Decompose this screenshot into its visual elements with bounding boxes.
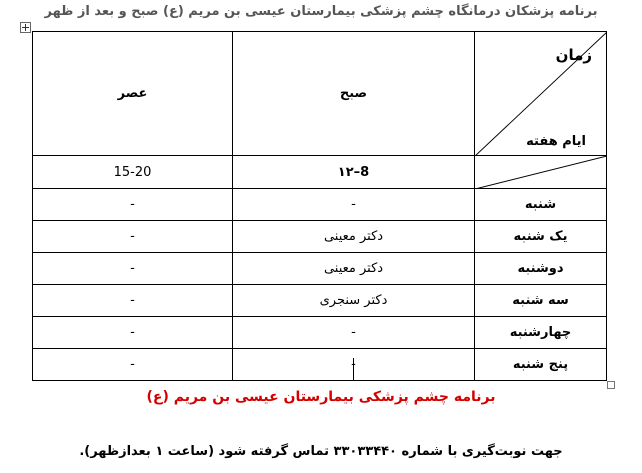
afternoon-cell: - — [33, 285, 233, 317]
table-resize-handle-icon[interactable] — [607, 381, 615, 389]
time-row — [33, 156, 607, 189]
contact-note: جهت نوبت‌گیری با شماره ۳۳۰۳۳۴۴۰ تماس گرفته شود (ساعت ۱ بعدازظهر). — [79, 444, 563, 459]
morning-cell: - — [233, 189, 475, 221]
time-morning: 8–۱۲ — [233, 156, 475, 189]
day-cell: یک شنبه — [475, 221, 607, 253]
morning-cell[interactable] — [233, 349, 475, 381]
afternoon-cell: - — [33, 221, 233, 253]
hospital-program-heading: برنامه چشم پزشکی بیمارستان عیسی بن مریم (ع) — [146, 389, 496, 405]
morning-cell: دکتر سنجری — [233, 285, 475, 317]
day-cell: شنبه — [475, 189, 607, 221]
table-row — [33, 349, 607, 381]
page-title: برنامه پزشکان درمانگاه چشم پزشکی بیمارستان عیسی بن مریم (ع) صبح و بعد از ظهر — [44, 4, 598, 19]
table-row — [33, 189, 607, 221]
corner-days-label: ایام هفته — [526, 134, 586, 149]
table-row — [33, 253, 607, 285]
diagonal-line-small — [475, 156, 607, 189]
table-row — [33, 317, 607, 349]
schedule-table — [32, 31, 607, 381]
morning-cell: دکتر معینی — [233, 253, 475, 285]
morning-cell-text: - — [351, 357, 356, 372]
time-afternoon: 15-20 — [33, 156, 233, 189]
corner-cell — [475, 32, 607, 156]
day-cell: چهارشنبه — [475, 317, 607, 349]
afternoon-cell: - — [33, 189, 233, 221]
day-cell: پنج شنبه — [475, 349, 607, 381]
corner-time-label: زمان — [555, 46, 592, 64]
table-row — [33, 285, 607, 317]
time-corner-cell — [475, 156, 607, 189]
day-cell: سه شنبه — [475, 285, 607, 317]
afternoon-cell: - — [33, 253, 233, 285]
table-row — [33, 221, 607, 253]
header-afternoon: عصر — [33, 32, 233, 156]
morning-cell: دکتر معینی — [233, 221, 475, 253]
day-cell: دوشنبه — [475, 253, 607, 285]
afternoon-cell: - — [33, 317, 233, 349]
afternoon-cell: - — [33, 349, 233, 381]
header-morning: صبح — [233, 32, 475, 156]
header-row — [33, 32, 607, 156]
table-move-handle-icon[interactable] — [20, 22, 31, 33]
morning-cell: - — [233, 317, 475, 349]
